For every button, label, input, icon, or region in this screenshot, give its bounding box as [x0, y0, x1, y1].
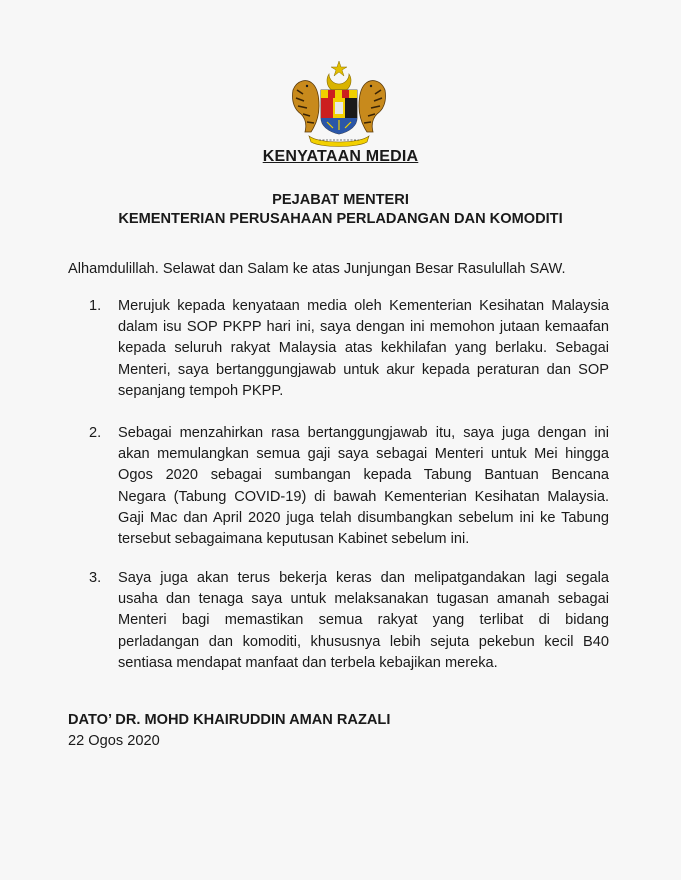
paragraph-line: Ogos 2020 sebagai sumbangan kepada Tabung Bantuan Bencana	[118, 467, 609, 484]
paragraph-number: 2.	[89, 425, 102, 441]
paragraph-line: kepada seluruh rakyat Malaysia atas kekhilafan yang berlaku. Sebagai	[118, 340, 609, 357]
paragraph-text	[118, 423, 609, 550]
paragraph-line: sepanjang tempoh PKPP.	[118, 382, 284, 399]
paragraph-line: Menteri, saya bertanggungjawab untuk akur kepada peraturan dan SOP	[118, 361, 609, 378]
paragraph-text	[118, 568, 609, 674]
ministry-heading: KEMENTERIAN PERUSAHAAN PERLADANGAN DAN KOMODITI	[118, 211, 563, 227]
office-heading: PEJABAT MENTERI	[272, 192, 409, 208]
paragraph-line: Negara (Tabung COVID-19) di bawah Kementerian Kesihatan Malaysia.	[118, 488, 609, 505]
paragraph-line: Merujuk kepada kenyataan media oleh Kementerian Kesihatan Malaysia	[118, 298, 609, 314]
paragraph-line: Sebagai menzahirkan rasa bertanggungjawab itu, saya juga dengan ini	[118, 425, 609, 441]
paragraph-line: usaha dan tenaga saya untuk melaksanakan tugasan amanah sebagai	[118, 591, 609, 608]
page-title: KENYATAAN MEDIA	[262, 148, 419, 165]
coat-of-arms-emblem	[283, 60, 395, 150]
paragraph-line: Menteri bagi memastikan semua rakyat yang terlibat di bidang	[118, 612, 609, 629]
signatory-name: DATO’ DR. MOHD KHAIRUDDIN AMAN RAZALI	[68, 712, 391, 728]
paragraph-line: dalam isu SOP PKPP hari ini, saya dengan ini memohon jutaan kemaafan	[118, 319, 609, 336]
opening-greeting: Alhamdulillah. Selawat dan Salam ke atas Junjungan Besar Rasulullah SAW.	[68, 261, 566, 277]
paragraph-number: 3.	[89, 570, 102, 586]
statement-date: 22 Ogos 2020	[68, 733, 160, 749]
paragraph-line: Saya juga akan terus bekerja keras dan melipatgandakan lagi segala	[118, 570, 609, 586]
paragraph-line: perladangan dan komoditi, khususnya lebih sejuta pekebun kecil B40	[118, 633, 609, 650]
paragraph-line: tersebut sebagaimana keputusan Kabinet sebelum ini.	[118, 531, 470, 548]
paragraph-text	[118, 296, 609, 402]
paragraph-line: Gaji Mac dan April 2020 juga telah disumbangkan sebelum ini ke Tabung	[118, 509, 609, 526]
paragraph-number: 1.	[89, 298, 102, 314]
paragraph-line: akan memulangkan semua gaji saya sebagai Menteri untuk Mei hingga	[118, 446, 609, 463]
paragraph-line: sentiasa mendapat manfaat dan terbela kebajikan mereka.	[118, 654, 498, 671]
